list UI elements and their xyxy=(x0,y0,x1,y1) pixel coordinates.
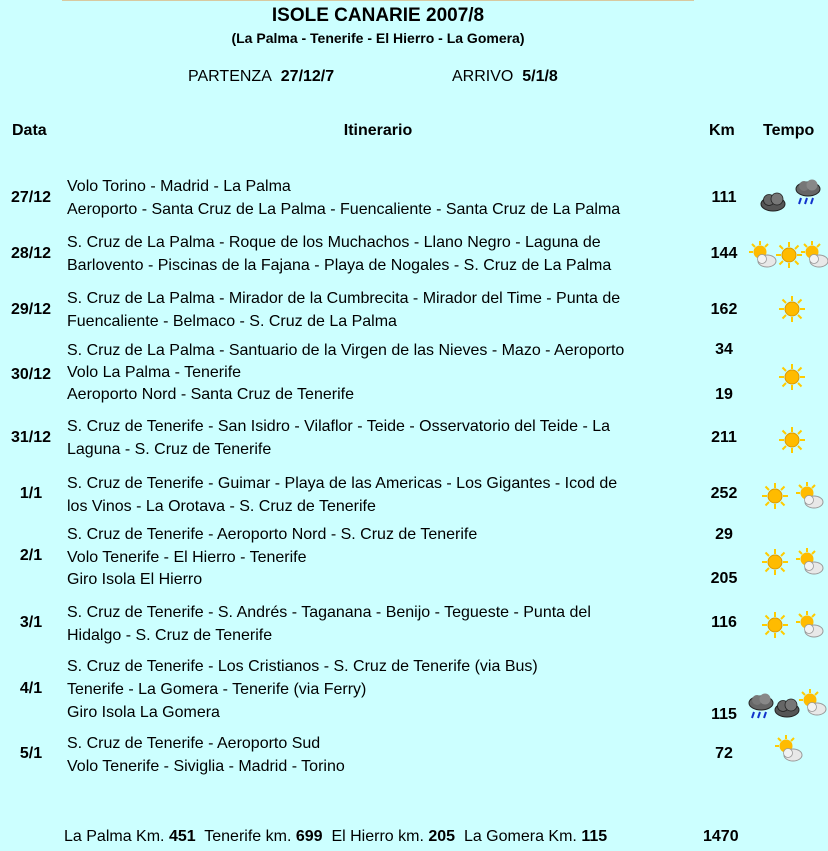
sunny-icon xyxy=(777,425,807,455)
island-totals xyxy=(64,828,607,846)
itinerary-line: Giro Isola La Gomera xyxy=(67,704,220,721)
row-km: 211 xyxy=(711,429,737,446)
itinerary-line: S. Cruz de Tenerife - Los Cristianos - S. Cruz de Tenerife (via Bus) xyxy=(67,658,538,675)
itinerary-line: S. Cruz de Tenerife - Guimar - Playa de las Americas - Los Gigantes - Icod de xyxy=(67,475,618,492)
column-header-km: Km xyxy=(709,122,735,139)
row-km: 116 xyxy=(711,614,737,631)
itinerary-line: Aeroporto Nord - Santa Cruz de Tenerife xyxy=(67,386,354,403)
row-km: 19 xyxy=(715,386,733,403)
departure xyxy=(188,68,334,86)
column-header-itinerary: Itinerario xyxy=(343,122,413,139)
row-date: 4/1 xyxy=(19,680,43,697)
partly-cloudy-icon xyxy=(798,688,828,718)
itinerary-line: Volo Tenerife - Siviglia - Madrid - Torino xyxy=(67,758,345,775)
itinerary-line: Barlovento - Piscinas de la Fajana - Playa de Nogales - S. Cruz de La Palma xyxy=(67,257,612,274)
itinerary-line: Volo La Palma - Tenerife xyxy=(67,364,242,381)
arrival-date: 5/1/8 xyxy=(522,68,558,85)
total-km: 1470 xyxy=(703,828,739,845)
column-header-weather: Tempo xyxy=(763,122,815,139)
departure-date: 27/12/7 xyxy=(280,68,335,85)
partly-cloudy-icon xyxy=(795,610,825,640)
arrival-label: ARRIVO xyxy=(452,68,514,85)
la-gomera-km: 115 xyxy=(581,828,608,845)
row-date: 5/1 xyxy=(19,745,43,762)
el-hierro-km: 205 xyxy=(428,828,456,845)
row-km: 205 xyxy=(710,570,738,587)
itinerary-line: S. Cruz de Tenerife - Aeroporto Sud xyxy=(67,735,321,752)
row-km: 72 xyxy=(715,745,733,762)
itinerary-line: Giro Isola El Hierro xyxy=(67,571,203,588)
itinerary-line: los Vinos - La Orotava - S. Cruz de Tenerife xyxy=(67,498,376,515)
partly-cloudy-icon xyxy=(800,240,828,270)
arrival xyxy=(452,68,558,86)
sunny-icon xyxy=(760,481,790,511)
itinerary-line: Fuencaliente - Belmaco - S. Cruz de La Palma xyxy=(67,313,397,330)
la-palma-label: La Palma Km. xyxy=(64,828,165,845)
partly-cloudy-icon xyxy=(774,734,804,764)
page-title: ISOLE CANARIE 2007/8 xyxy=(271,5,485,26)
row-date: 29/12 xyxy=(10,301,52,318)
itinerary-line: S. Cruz de La Palma - Santuario de la Virgen de las Nieves - Mazo - Aeroporto xyxy=(67,342,625,359)
departure-label: PARTENZA xyxy=(188,68,272,85)
itinerary-line: Laguna - S. Cruz de Tenerife xyxy=(67,441,272,458)
itinerary-line: Volo Tenerife - El Hierro - Tenerife xyxy=(67,549,307,566)
itinerary-line: S. Cruz de La Palma - Mirador de la Cumbrecita - Mirador del Time - Punta de xyxy=(67,290,621,307)
sunny-icon xyxy=(777,294,807,324)
row-km: 111 xyxy=(711,189,737,206)
partly-cloudy-icon xyxy=(795,481,825,511)
rain-icon xyxy=(745,692,775,722)
sunny-icon xyxy=(777,362,807,392)
tenerife-km: 699 xyxy=(295,828,323,845)
itinerary-line: S. Cruz de Tenerife - San Isidro - Vilaflor - Teide - Osservatorio del Teide - La xyxy=(67,418,611,435)
itinerary-line: Aeroporto - Santa Cruz de La Palma - Fuencaliente - Santa Cruz de La Palma xyxy=(67,201,621,218)
itinerary-line: S. Cruz de Tenerife - Aeroporto Nord - S. Cruz de Tenerife xyxy=(67,526,478,543)
itinerary-line: Tenerife - La Gomera - Tenerife (via Ferry) xyxy=(67,681,367,698)
row-km: 115 xyxy=(711,706,737,723)
la-palma-km: 451 xyxy=(168,828,196,845)
row-km: 252 xyxy=(710,485,738,502)
row-km: 162 xyxy=(710,301,738,318)
la-gomera-label: La Gomera Km. xyxy=(463,828,577,845)
row-km: 29 xyxy=(715,526,733,543)
tenerife-label: Tenerife km. xyxy=(204,828,292,845)
itinerary-line: Hidalgo - S. Cruz de Tenerife xyxy=(67,627,273,644)
sunny-icon xyxy=(760,547,790,577)
row-date: 31/12 xyxy=(10,429,52,446)
rain-icon xyxy=(792,178,822,208)
itinerary-line: S. Cruz de La Palma - Roque de los Muchachos - Llano Negro - Laguna de xyxy=(67,234,601,251)
row-km: 34 xyxy=(715,341,733,358)
top-rule xyxy=(62,0,694,1)
row-date: 28/12 xyxy=(10,245,52,262)
itinerary-line: S. Cruz de Tenerife - S. Andrés - Taganana - Benijo - Tegueste - Punta del xyxy=(67,604,591,621)
itinerary-line: Volo Torino - Madrid - La Palma xyxy=(67,178,291,195)
row-date: 2/1 xyxy=(19,547,43,564)
page-subtitle: (La Palma - Tenerife - El Hierro - La Gomera) xyxy=(231,30,525,46)
sunny-icon xyxy=(760,610,790,640)
el-hierro-label: El Hierro km. xyxy=(331,828,424,845)
cloudy-icon xyxy=(758,186,788,216)
row-date: 1/1 xyxy=(19,485,43,502)
row-km: 144 xyxy=(710,245,738,262)
row-date: 3/1 xyxy=(19,614,43,631)
row-date: 27/12 xyxy=(10,189,52,206)
column-header-date: Data xyxy=(12,122,47,139)
partly-cloudy-icon xyxy=(795,547,825,577)
row-date: 30/12 xyxy=(10,366,52,383)
